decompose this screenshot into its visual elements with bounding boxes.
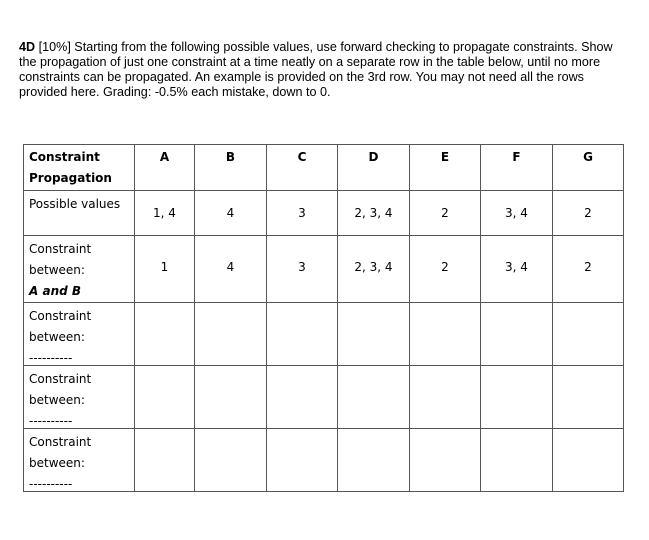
- blank-row-1: [24, 303, 624, 366]
- answer-cell-c[interactable]: [267, 429, 338, 492]
- answer-cell-b[interactable]: [195, 366, 267, 429]
- column-header-g: G: [553, 145, 624, 191]
- constraint-propagation-table: [23, 144, 624, 492]
- example-row: [24, 236, 624, 303]
- example-value-d: 2, 3, 4: [338, 236, 410, 303]
- answer-cell-g[interactable]: [553, 429, 624, 492]
- question-id: 4D: [19, 40, 36, 54]
- answer-cell-b[interactable]: [195, 429, 267, 492]
- possible-value-a: 1, 4: [135, 191, 195, 236]
- answer-cell-d[interactable]: [338, 429, 410, 492]
- header-constraint-propagation: Constraint Propagation: [24, 145, 135, 191]
- column-header-d: D: [338, 145, 410, 191]
- example-value-g: 2: [553, 236, 624, 303]
- possible-values-row: [24, 191, 624, 236]
- blank-row-label: Constraint between: ----------: [24, 429, 135, 492]
- column-header-b: B: [195, 145, 267, 191]
- example-value-c: 3: [267, 236, 338, 303]
- answer-cell-e[interactable]: [410, 303, 481, 366]
- answer-cell-a[interactable]: [135, 366, 195, 429]
- question-instructions: [19, 40, 631, 100]
- answer-blank-line[interactable]: ----------: [29, 478, 73, 490]
- answer-blank-line[interactable]: ----------: [29, 352, 73, 364]
- answer-cell-d[interactable]: [338, 366, 410, 429]
- possible-value-e: 2: [410, 191, 481, 236]
- blank-row-3: [24, 429, 624, 492]
- possible-value-f: 3, 4: [481, 191, 553, 236]
- example-constraint-pair: A and B: [29, 284, 82, 298]
- answer-blank-line[interactable]: ----------: [29, 415, 73, 427]
- answer-cell-f[interactable]: [481, 303, 553, 366]
- answer-cell-a[interactable]: [135, 303, 195, 366]
- example-value-f: 3, 4: [481, 236, 553, 303]
- answer-cell-f[interactable]: [481, 429, 553, 492]
- answer-cell-c[interactable]: [267, 366, 338, 429]
- example-value-a: 1: [135, 236, 195, 303]
- answer-cell-b[interactable]: [195, 303, 267, 366]
- possible-value-b: 4: [195, 191, 267, 236]
- answer-cell-g[interactable]: [553, 366, 624, 429]
- answer-cell-c[interactable]: [267, 303, 338, 366]
- answer-cell-e[interactable]: [410, 366, 481, 429]
- possible-value-c: 3: [267, 191, 338, 236]
- example-value-e: 2: [410, 236, 481, 303]
- column-header-e: E: [410, 145, 481, 191]
- column-header-f: F: [481, 145, 553, 191]
- question-text: [10%] Starting from the following possible values, use forward checking to propagate constraints. Show the propagation of just one constraint at a time neatly on a separate row in the table below, until no more constraints can be propagated. An example is provided on the 3rd row. You may not need all the rows provided here. Grading: -0.5% each mistake, down to 0.: [19, 40, 613, 99]
- possible-value-g: 2: [553, 191, 624, 236]
- example-label: Constraint between: A and B: [24, 236, 135, 303]
- answer-cell-g[interactable]: [553, 303, 624, 366]
- answer-cell-a[interactable]: [135, 429, 195, 492]
- column-header-c: C: [267, 145, 338, 191]
- blank-row-2: [24, 366, 624, 429]
- answer-cell-f[interactable]: [481, 366, 553, 429]
- answer-cell-e[interactable]: [410, 429, 481, 492]
- possible-value-d: 2, 3, 4: [338, 191, 410, 236]
- blank-row-label: Constraint between: ----------: [24, 366, 135, 429]
- answer-cell-d[interactable]: [338, 303, 410, 366]
- header-row: [24, 145, 624, 191]
- example-value-b: 4: [195, 236, 267, 303]
- column-header-a: A: [135, 145, 195, 191]
- possible-values-label: Possible values: [24, 191, 135, 236]
- blank-row-label: Constraint between: ----------: [24, 303, 135, 366]
